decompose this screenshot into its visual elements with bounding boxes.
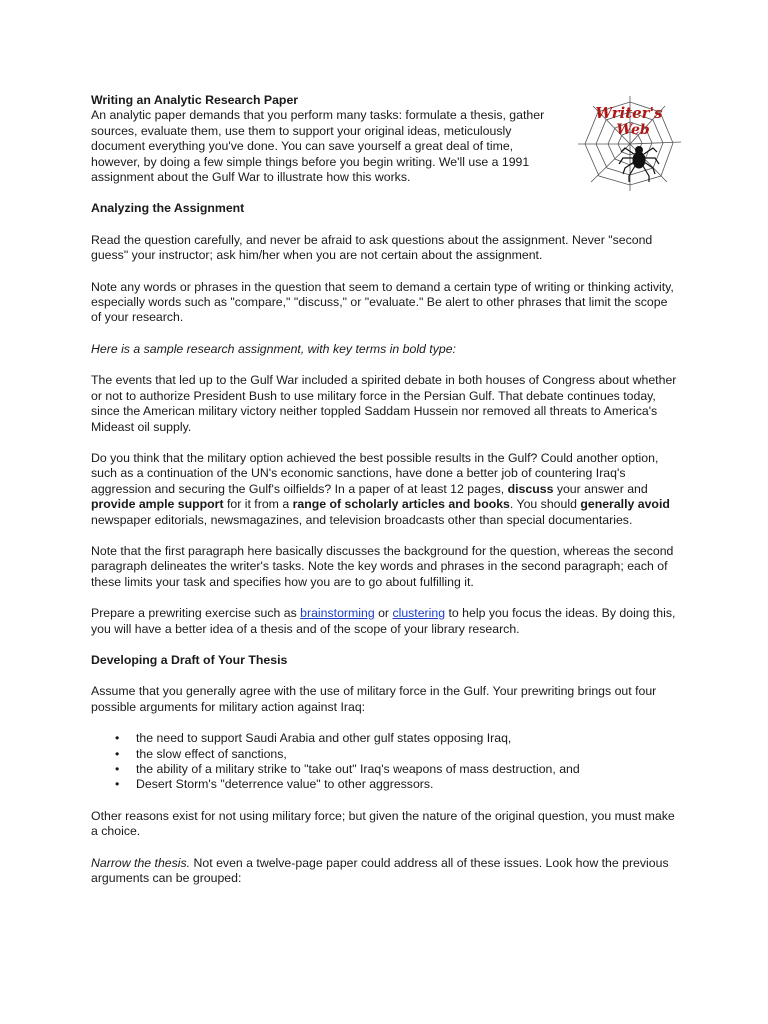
document-body — [91, 93, 681, 902]
text-run: Do you think that the military option achieved the best possible results in the Gulf? Could another option, such as a continuation of the UN's economic sanctions, have done a better job of countering Iraq's aggression and securing the Gulf's oilfields? In a paper of at least 12 pages, — [91, 450, 659, 496]
key-term: provide ample support — [91, 497, 224, 512]
paragraph: Assume that you generally agree with the use of military force in the Gulf. Your prewriting brings out four possible arguments for military action against Iraq: — [91, 684, 657, 714]
list-item-text: the ability of a military strike to "take out" Iraq's weapons of mass destruction, and — [136, 762, 580, 776]
logo-text-line1: Writer's — [595, 104, 663, 122]
key-term: range of scholarly articles and books — [292, 497, 510, 512]
text-run: to help you focus the ideas. By doing this, you will have a better idea of a thesis and of the scope of your library research. — [91, 606, 676, 636]
logo-text-line2: Web — [616, 122, 650, 138]
paragraph: The events that led up to the Gulf War included a spirited debate in both houses of Congress about whether or not to authorize President Bush to use military force in the Persian Gulf. That debate continues today, since the American military victory neither toppled Saddam Hussein nor removed all threats to America's Mideast oil supply. — [91, 373, 677, 434]
section-heading-analyzing: Analyzing the Assignment — [91, 201, 245, 216]
text-run: Prepare a prewriting exercise such as — [91, 606, 301, 621]
text-run: your answer and — [553, 481, 648, 496]
sample-intro: Here is a sample research assignment, with key terms in bold type: — [91, 341, 456, 356]
text-run: Not even a twelve-page paper could address all of these issues. Look how the previous arguments can be grouped: — [91, 855, 669, 886]
list-item-text: the slow effect of sanctions, — [136, 746, 287, 761]
paragraph: Note any words or phrases in the question that seem to demand a certain type of writing or thinking activity, especially words such as "compare," "discuss," or "evaluate." Be alert to other phrases that limit the scope of your research. — [91, 279, 674, 325]
section-heading-thesis: Developing a Draft of Your Thesis — [91, 652, 288, 667]
key-term: discuss — [507, 481, 554, 496]
list-item — [91, 762, 681, 777]
italic-lead: Narrow the thesis. — [91, 855, 191, 870]
text-run: or — [374, 606, 393, 621]
clustering-link[interactable]: clustering — [392, 606, 446, 621]
page-title: Writing an Analytic Research Paper — [91, 93, 299, 107]
list-item — [91, 731, 681, 746]
key-term: generally avoid — [580, 497, 670, 512]
list-item-text: the need to support Saudi Arabia and other gulf states opposing Iraq, — [136, 731, 512, 746]
bullet-icon: • — [115, 746, 120, 761]
text-run: for it from a — [223, 497, 293, 512]
brainstorming-link[interactable]: brainstorming — [300, 606, 375, 621]
intro-paragraph: An analytic paper demands that you perform many tasks: formulate a thesis, gather sources, evaluate them, use them to support your original ideas, meticulously document everything you've done. You can save yourself a great deal of time, however, by doing a few simple things before you begin writing. We'll use a 1991 assignment about the Gulf War to illustrate how this works. — [91, 108, 545, 185]
intro-block — [91, 93, 561, 185]
paragraph: Other reasons exist for not using military force; but given the nature of the original question, you must make a choice. — [91, 808, 675, 839]
bullet-icon: • — [115, 731, 120, 746]
bullet-icon: • — [115, 762, 120, 776]
bullet-icon: • — [115, 777, 120, 792]
arguments-list — [91, 731, 681, 793]
list-item — [91, 747, 681, 762]
assignment-paragraph — [91, 451, 681, 528]
list-item — [91, 777, 681, 792]
paragraph: Note that the first paragraph here basically discusses the background for the question, whereas the second paragraph delineates the writer's tasks. Note the key words and phrases in the second paragraph; each of these limits your task and specifies how you are to go about fulfilling it. — [91, 543, 674, 589]
paragraph: Read the question carefully, and never be afraid to ask questions about the assignment. Never "second guess" your instructor; ask him/her when you are not certain about the assignment. — [91, 232, 653, 263]
text-run: newspaper editorials, newsmagazines, and television broadcasts other than special documentaries. — [91, 512, 633, 527]
text-run: . You should — [509, 497, 581, 512]
prewriting-paragraph — [91, 606, 681, 637]
list-item-text: Desert Storm's "deterrence value" to other aggressors. — [136, 777, 434, 792]
narrow-thesis-paragraph — [91, 856, 681, 887]
